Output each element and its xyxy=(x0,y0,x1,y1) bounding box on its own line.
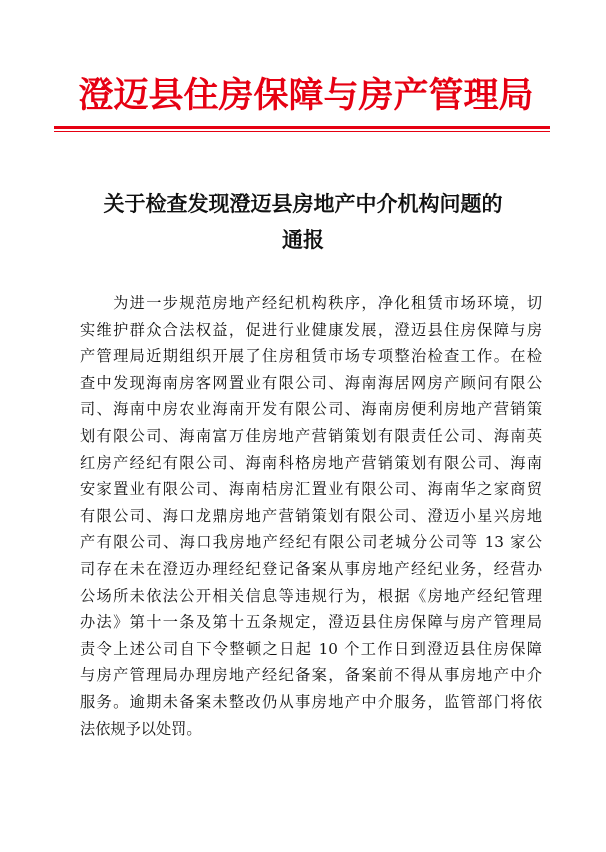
body-text-line: 安家置业有限公司、海南桔房汇置业有限公司、海南华之家商贸 xyxy=(80,480,542,499)
agency-letterhead-title: 澄迈县住房保障与房产管理局 xyxy=(78,75,534,116)
body-text-line: 实维护群众合法权益，促进行业健康发展，澄迈县住房保障与房 xyxy=(80,320,542,339)
body-text-line: 公场所未依法公开相关信息等违规行为，根据《房地产经纪管理 xyxy=(80,586,542,605)
document-title xyxy=(60,186,546,258)
letterhead-red-rule-thin xyxy=(54,131,550,132)
document-title-line-2: 通报 xyxy=(282,227,324,252)
body-text-line: 划有限公司、海南富万佳房地产营销策划有限责任公司、海南英 xyxy=(80,426,542,445)
document-body xyxy=(80,290,542,742)
body-text-line: 产有限公司、海口我房地产经纪有限公司老城分公司等 13 家公 xyxy=(80,533,542,552)
body-text-line: 查中发现海南房客网置业有限公司、海南海居网房产顾问有限公 xyxy=(80,373,542,392)
body-text-line: 产管理局近期组织开展了住房租赁市场专项整治检查工作。在检 xyxy=(80,347,542,366)
body-text-line: 责令上述公司自下令整顿之日起 10 个工作日到澄迈县住房保障 xyxy=(80,639,542,658)
letterhead-red-rule xyxy=(54,126,550,129)
body-text-line: 司、海南中房农业海南开发有限公司、海南房便利房地产营销策 xyxy=(80,400,542,419)
body-text-line: 有限公司、海口龙鼎房地产营销策划有限公司、澄迈小星兴房地 xyxy=(80,506,542,525)
body-text-line: 司存在未在澄迈办理经纪登记备案从事房地产经纪业务，经营办 xyxy=(80,559,542,578)
body-text-line: 办法》第十一条及第十五条规定，澄迈县住房保障与房产管理局 xyxy=(80,613,542,632)
body-text-line: 法依规予以处罚。 xyxy=(80,719,202,738)
body-text-line: 服务。逾期未备案未整改仍从事房地产中介服务，监管部门将依 xyxy=(80,692,542,711)
body-text-line: 与房产管理局办理房地产经纪备案，备案前不得从事房地产中介 xyxy=(80,666,542,685)
body-text-line: 红房产经纪有限公司、海南科格房地产营销策划有限公司、海南 xyxy=(80,453,542,472)
body-text-line: 为进一步规范房地产经纪机构秩序，净化租赁市场环境，切 xyxy=(80,294,542,312)
document-title-line-1: 关于检查发现澄迈县房地产中介机构问题的 xyxy=(103,191,503,216)
